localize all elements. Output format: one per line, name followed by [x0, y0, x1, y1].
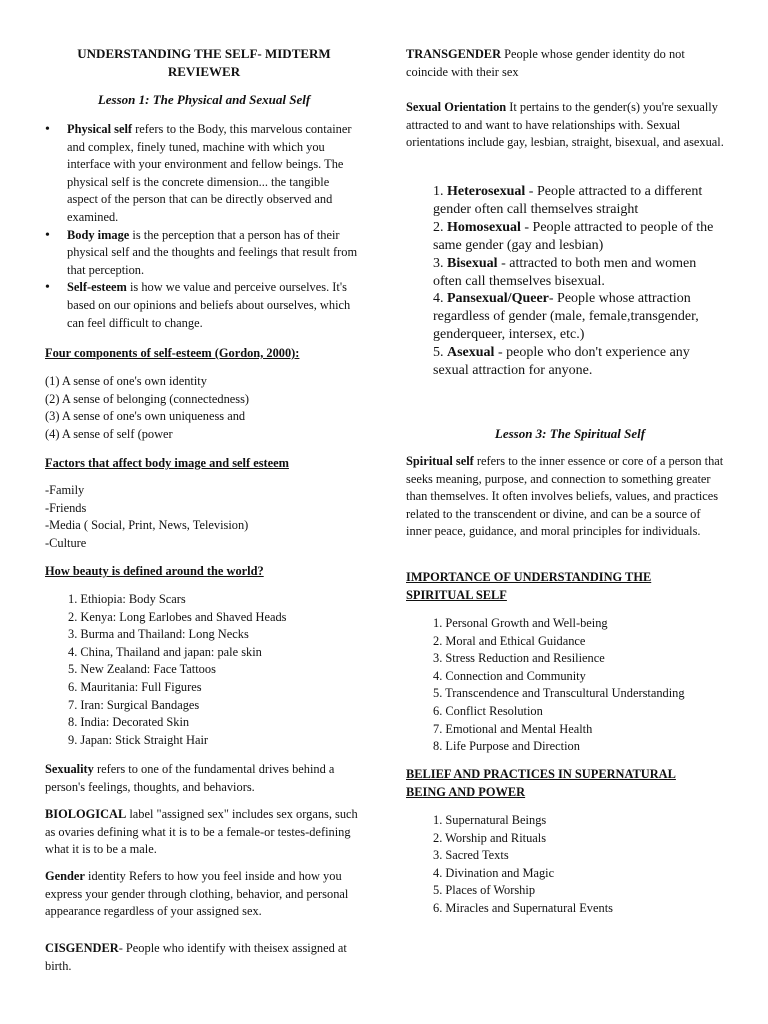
definition-bisexual: - attracted to both men and women often call themselves bisexual. — [433, 255, 697, 289]
list-item: 1. Personal Growth and Well-being — [433, 616, 608, 630]
component-item: (2) A sense of belonging (connectedness) — [45, 391, 250, 406]
definition-gender: identity Refers to how you feel inside and how you express your gender through clothing, behavior, and personal appearance regardless of your assigned sex. — [45, 869, 349, 919]
orientation-list — [406, 183, 726, 380]
transgender-paragraph — [406, 46, 726, 81]
cisgender-paragraph — [45, 940, 363, 975]
components-list — [45, 373, 363, 443]
definition-bullet-list — [45, 121, 363, 332]
term-gender: Gender — [45, 869, 85, 883]
factor-item: -Culture — [45, 535, 87, 550]
lesson-1-heading: Lesson 1: The Physical and Sexual Self — [97, 92, 311, 107]
definition-transgender: People whose gender identity do not coincide with their sex — [406, 47, 685, 79]
bullet-physical-self — [45, 121, 363, 227]
definition-physical-self: refers to the Body, this marvelous container and complex, finely tuned, machine with which you interface with your environment and fellow beings. The physical self is the concrete dimension... the tangible aspect of the person that can be directly observed and examined. — [67, 122, 352, 224]
term-biological: BIOLOGICAL — [45, 807, 127, 821]
belief-list — [406, 812, 726, 918]
list-item: 1. Supernatural Beings — [433, 813, 547, 827]
term-pansexual: Pansexual/Queer — [447, 291, 549, 307]
definition-biological: label "assigned sex" includes sex organs, such as ovaries defining what it is to be a female-or testes-defining what it is to be a male. — [45, 807, 358, 857]
term-body-image: Body image — [67, 227, 130, 242]
term-spiritual-self: Spiritual self — [406, 454, 474, 468]
factor-item: -Media ( Social, Print, News, Television) — [45, 518, 249, 533]
list-item: 4. Connection and Community — [433, 668, 586, 683]
gender-paragraph — [45, 868, 363, 921]
factors-heading: Factors that affect body image and self esteem — [45, 456, 289, 470]
list-item: 6. Mauritania: Full Figures — [68, 679, 202, 694]
beauty-heading: How beauty is defined around the world? — [45, 564, 264, 578]
definition-pansexual: - People whose attraction regardless of gender (male, female,transgender, genderqueer, intersex, etc.) — [433, 291, 699, 343]
list-item: 6. Miracles and Supernatural Events — [433, 900, 613, 915]
term-homosexual: Homosexual — [447, 219, 521, 235]
title-line-2: REVIEWER — [167, 63, 241, 79]
orientation-item-bisexual — [433, 255, 726, 291]
term-cisgender: CISGENDER — [45, 941, 119, 955]
term-physical-self: Physical self — [67, 122, 133, 136]
spiritual-self-paragraph — [406, 453, 726, 541]
factors-list — [45, 482, 363, 552]
term-asexual: Asexual — [447, 345, 495, 361]
importance-list — [406, 615, 726, 756]
definition-spiritual-self: refers to the inner essence or core of a person that seeks meaning, purpose, and connection to something greater than themselves. It often involves beliefs, values, and practices related to the transcendent or divine, and can be a source of inner peace, guidance, and moral principles for individuals. — [406, 454, 724, 539]
components-heading: Four components of self-esteem (Gordon, 2000): — [45, 346, 300, 360]
definition-cisgender: - People who identify with theisex assigned at birth. — [45, 941, 347, 973]
definition-heterosexual: - People attracted to a different gender often call themselves straight — [433, 184, 703, 217]
beauty-list — [45, 591, 363, 749]
list-item: 8. Life Purpose and Direction — [433, 739, 580, 754]
definition-homosexual: - People attracted to people of the same gender (gay and lesbian) — [433, 219, 714, 253]
factor-item: -Family — [45, 483, 85, 497]
bullet-body-image — [45, 227, 363, 280]
term-self-esteem: Self-esteem — [67, 280, 127, 295]
list-item: 7. Iran: Surgical Bandages — [68, 697, 200, 712]
list-item: 2. Moral and Ethical Guidance — [433, 633, 586, 648]
list-item: 8. India: Decorated Skin — [68, 715, 190, 730]
biological-paragraph — [45, 806, 363, 859]
term-heterosexual: Heterosexual — [447, 184, 526, 199]
lesson-3-heading: Lesson 3: The Spiritual Self — [494, 426, 646, 441]
item-number: 1. — [433, 184, 447, 199]
term-sexuality: Sexuality — [45, 762, 94, 776]
list-item: 1. Ethiopia: Body Scars — [68, 592, 186, 606]
definition-sexual-orientation: It pertains to the gender(s) you're sexually attracted to and want to have relationships with. Sexual orientations include gay, lesbian, straight, bisexual, and asexual. — [406, 100, 724, 150]
component-item: (1) A sense of one's own identity — [45, 374, 207, 388]
orientation-item-pansexual — [433, 290, 726, 344]
list-item: 3. Sacred Texts — [433, 848, 509, 863]
list-item: 2. Worship and Rituals — [433, 830, 547, 845]
belief-heading: BELIEF AND PRACTICES IN SUPERNATURAL BEING AND POWER — [406, 767, 676, 799]
bullet-self-esteem — [45, 279, 363, 332]
definition-self-esteem: is how we value and perceive ourselves. It's based on our opinions and beliefs about ourselves, which can feel difficult to change. — [67, 280, 351, 330]
orientation-item-heterosexual — [433, 183, 726, 219]
orientation-item-asexual — [433, 344, 726, 380]
list-item: 3. Stress Reduction and Resilience — [433, 651, 605, 666]
list-item: 4. Divination and Magic — [433, 865, 555, 880]
factor-item: -Friends — [45, 500, 87, 515]
list-item: 9. Japan: Stick Straight Hair — [68, 732, 209, 747]
item-number: 5. — [433, 345, 447, 361]
list-item: 4. China, Thailand and japan: pale skin — [68, 644, 262, 659]
item-number: 3. — [433, 255, 447, 271]
item-number: 4. — [433, 291, 447, 307]
list-item: 2. Kenya: Long Earlobes and Shaved Heads — [68, 609, 287, 624]
definition-asexual: - people who don't experience any sexual attraction for anyone. — [433, 345, 690, 379]
list-item: 5. Transcendence and Transcultural Understanding — [433, 686, 685, 701]
list-item: 5. New Zealand: Face Tattoos — [68, 662, 216, 677]
list-item: 6. Conflict Resolution — [433, 703, 543, 718]
definition-body-image: is the perception that a person has of their physical self and the thoughts and feelings that result from that perception. — [67, 227, 358, 277]
list-item: 7. Emotional and Mental Health — [433, 721, 593, 736]
term-transgender: TRANSGENDER — [406, 47, 502, 61]
orientation-paragraph — [406, 99, 726, 152]
orientation-item-homosexual — [433, 219, 726, 255]
item-number: 2. — [433, 219, 447, 235]
list-item: 5. Places of Worship — [433, 883, 536, 898]
sexuality-paragraph — [45, 761, 363, 796]
definition-sexuality: refers to one of the fundamental drives behind a person's feelings, thoughts, and behaviors. — [45, 762, 335, 794]
title-line-1: UNDERSTANDING THE SELF- MIDTERM — [77, 46, 331, 61]
component-item: (3) A sense of one's own uniqueness and — [45, 409, 246, 424]
document-title — [45, 45, 363, 80]
term-bisexual: Bisexual — [447, 255, 498, 271]
list-item: 3. Burma and Thailand: Long Necks — [68, 627, 249, 642]
component-item: (4) A sense of self (power — [45, 426, 173, 441]
term-sexual-orientation: Sexual Orientation — [406, 100, 507, 114]
importance-heading: IMPORTANCE OF UNDERSTANDING THE SPIRITUAL SELF — [406, 570, 652, 602]
